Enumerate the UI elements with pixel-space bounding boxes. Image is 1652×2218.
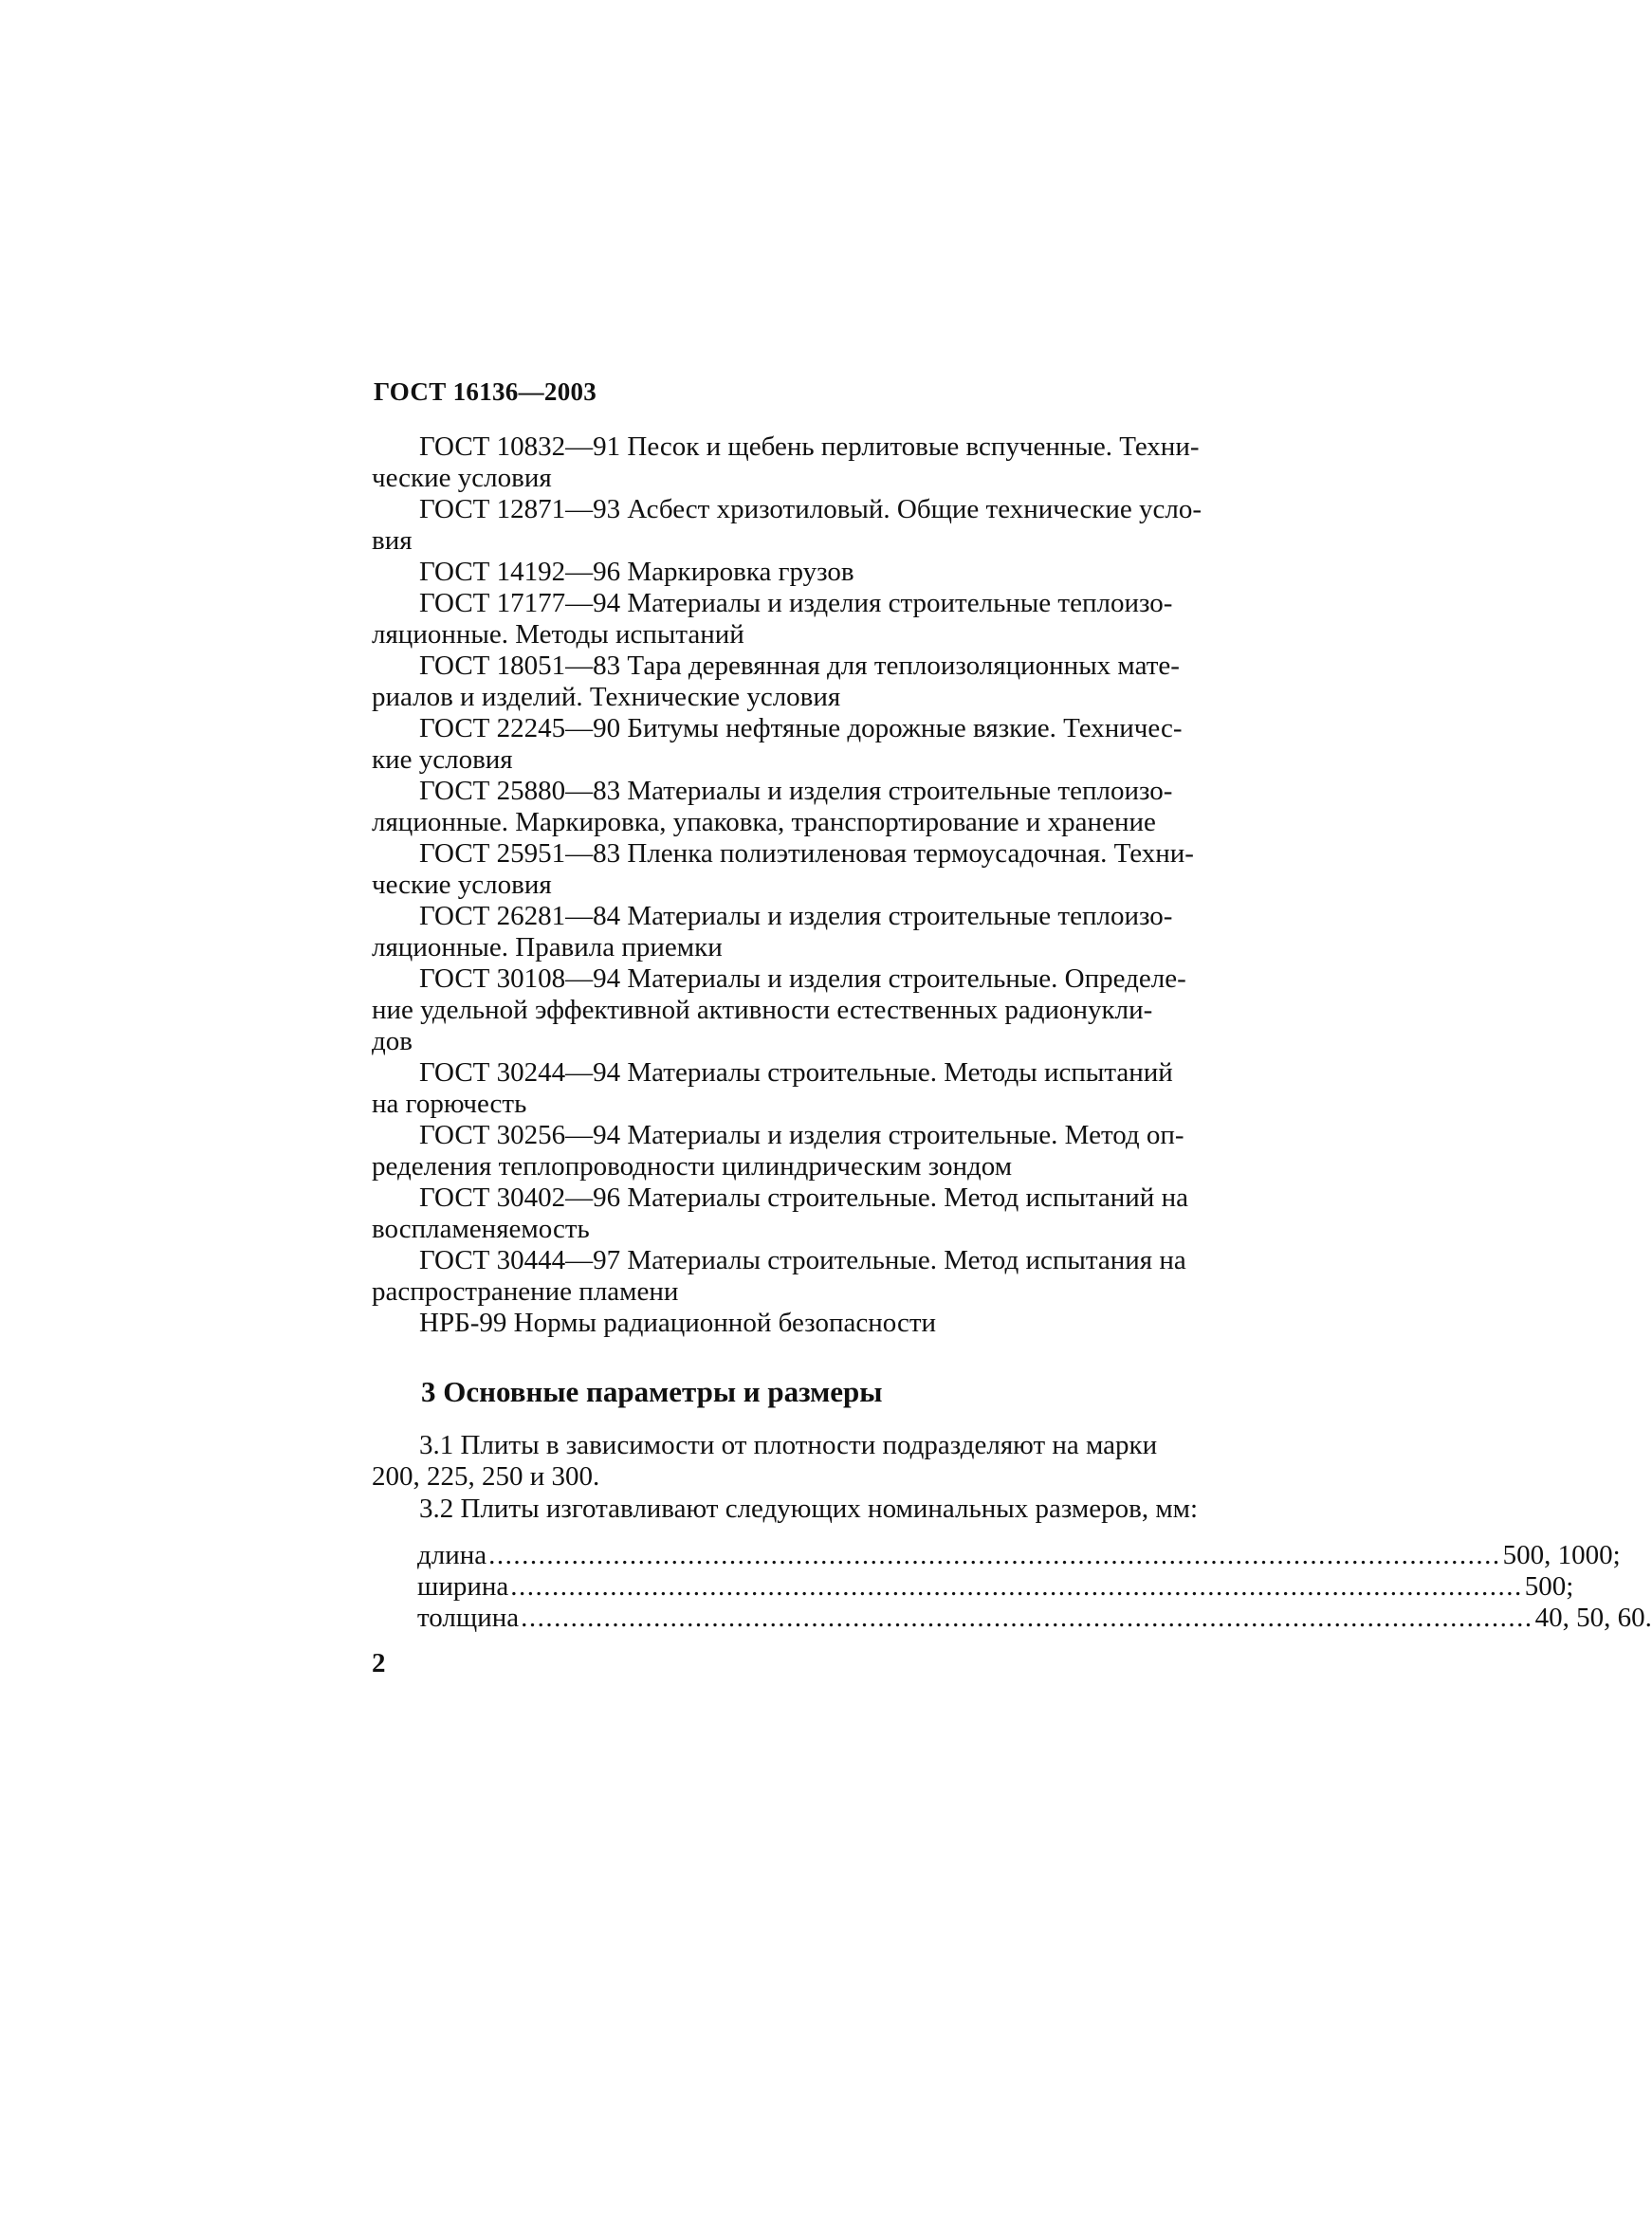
reference-continuation: воспламеняемость bbox=[372, 1214, 590, 1244]
reference-line: ГОСТ 10832—91 Песок и щебень перлитовые вспученные. Техни- bbox=[419, 431, 1200, 462]
reference-line: ГОСТ 22245—90 Битумы нефтяные дорожные вязкие. Техничес- bbox=[419, 713, 1183, 743]
dimension-row bbox=[417, 1571, 1574, 1603]
reference-item bbox=[372, 651, 1239, 713]
reference-item bbox=[372, 1308, 1239, 1339]
leader-dots: .......................................................................................................................... bbox=[521, 1603, 1533, 1633]
reference-line: НРБ-99 Нормы радиационной безопасности bbox=[419, 1308, 937, 1338]
dimension-row bbox=[417, 1603, 1652, 1634]
dimension-row bbox=[417, 1540, 1621, 1571]
reference-item bbox=[372, 1182, 1239, 1245]
clause-3-2 bbox=[372, 1494, 1239, 1525]
reference-continuation: ляционные. Маркировка, упаковка, транспортирование и хранение bbox=[372, 807, 1156, 837]
reference-continuation: ческие условия bbox=[372, 870, 552, 900]
reference-line: ГОСТ 30444—97 Материалы строительные. Метод испытания на bbox=[419, 1245, 1186, 1275]
reference-continuation: ние удельной эффективной активности естественных радионукли- bbox=[372, 995, 1153, 1025]
reference-line: ГОСТ 17177—94 Материалы и изделия строительные теплоизо- bbox=[419, 588, 1173, 618]
clause-line: 3.1 Плиты в зависимости от плотности подразделяют на марки bbox=[419, 1430, 1158, 1460]
clause-line: 3.2 Плиты изготавливают следующих номинальных размеров, мм: bbox=[419, 1494, 1199, 1524]
dimension-value: 40, 50, 60. bbox=[1534, 1603, 1652, 1633]
reference-continuation: кие условия bbox=[372, 744, 513, 775]
dimension-value: 500; bbox=[1524, 1571, 1574, 1602]
clause-3-1 bbox=[372, 1430, 1239, 1493]
reference-continuation: распространение пламени bbox=[372, 1276, 679, 1307]
reference-item bbox=[372, 588, 1239, 651]
document-code-header: ГОСТ 16136—2003 bbox=[374, 377, 597, 406]
reference-item bbox=[372, 776, 1239, 838]
reference-item bbox=[372, 1057, 1239, 1120]
reference-line: ГОСТ 25880—83 Материалы и изделия строительные теплоизо- bbox=[419, 776, 1173, 806]
reference-continuation: на горючесть bbox=[372, 1089, 527, 1119]
dimension-label: ширина bbox=[417, 1571, 509, 1602]
reference-line: ГОСТ 30402—96 Материалы строительные. Метод испытаний на bbox=[419, 1182, 1188, 1213]
reference-continuation: ределения теплопроводности цилиндрическим зондом bbox=[372, 1151, 1013, 1182]
reference-continuation: риалов и изделий. Технические условия bbox=[372, 682, 841, 712]
reference-item bbox=[372, 901, 1239, 963]
reference-item bbox=[372, 713, 1239, 776]
reference-line: ГОСТ 12871—93 Асбест хризотиловый. Общие технические усло- bbox=[419, 494, 1202, 524]
reference-item bbox=[372, 963, 1239, 1057]
reference-continuation: вия bbox=[372, 525, 413, 556]
reference-continuation: ляционные. Методы испытаний bbox=[372, 619, 744, 650]
dimensions-list bbox=[417, 1540, 1652, 1634]
leader-dots: .......................................................................................................................... bbox=[488, 1540, 1501, 1570]
reference-continuation: дов bbox=[372, 1026, 413, 1056]
reference-item bbox=[372, 838, 1239, 901]
dimension-value: 500, 1000; bbox=[1502, 1540, 1621, 1570]
reference-item bbox=[372, 557, 1239, 588]
reference-item bbox=[372, 431, 1239, 494]
reference-line: ГОСТ 25951—83 Пленка полиэтиленовая термоусадочная. Техни- bbox=[419, 838, 1194, 869]
reference-line: ГОСТ 30244—94 Материалы строительные. Методы испытаний bbox=[419, 1057, 1173, 1088]
reference-continuation: ческие условия bbox=[372, 463, 552, 493]
normative-references-list bbox=[372, 431, 1239, 1339]
reference-item bbox=[372, 494, 1239, 557]
dimension-label: длина bbox=[417, 1540, 487, 1570]
reference-line: ГОСТ 30108—94 Материалы и изделия строительные. Определе- bbox=[419, 963, 1186, 994]
reference-line: ГОСТ 30256—94 Материалы и изделия строительные. Метод оп- bbox=[419, 1120, 1184, 1150]
page-number: 2 bbox=[372, 1648, 386, 1678]
reference-item bbox=[372, 1245, 1239, 1308]
reference-item bbox=[372, 1120, 1239, 1182]
reference-line: ГОСТ 14192—96 Маркировка грузов bbox=[419, 557, 854, 587]
reference-line: ГОСТ 26281—84 Материалы и изделия строительные теплоизо- bbox=[419, 901, 1173, 931]
section-title: 3 Основные параметры и размеры bbox=[421, 1375, 883, 1408]
reference-line: ГОСТ 18051—83 Тара деревянная для теплоизоляционных мате- bbox=[419, 651, 1180, 681]
clause-continuation: 200, 225, 250 и 300. bbox=[372, 1461, 600, 1492]
leader-dots: .......................................................................................................................... bbox=[510, 1571, 1523, 1602]
dimension-label: толщина bbox=[417, 1603, 520, 1633]
reference-continuation: ляционные. Правила приемки bbox=[372, 932, 723, 962]
